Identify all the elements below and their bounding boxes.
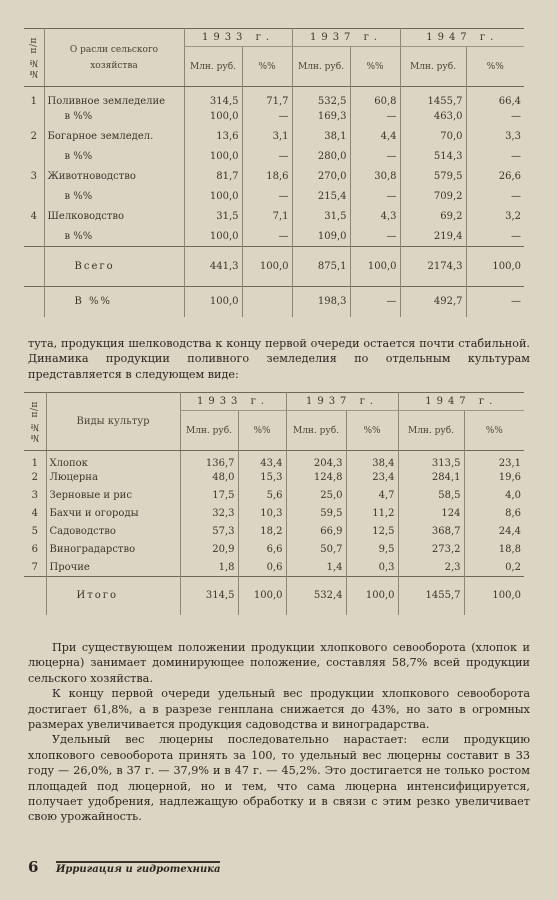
row-label: Прочие (46, 559, 180, 577)
cell-value: 4,0 (464, 487, 524, 505)
cell-value: 136,7 (180, 451, 238, 469)
header-year: 1937 г. (292, 29, 400, 47)
cell-value: 32,3 (180, 505, 238, 523)
cell-value: 100,0 (184, 187, 242, 207)
header-year: 1933 г. (180, 393, 286, 411)
paragraph: При существующем положении продукции хлопкового севооборота (хлопок и люцерна) занимает доминирующее положение, составляя 58,7% всей продукции сельского хозяйства. (28, 641, 530, 685)
table-row (24, 487, 524, 505)
header-pct: %% (466, 47, 524, 87)
cell-value: 9,5 (346, 541, 398, 559)
cell-value: — (350, 287, 400, 317)
row-number: 4 (31, 508, 38, 519)
cell-value: 10,3 (238, 505, 286, 523)
cell-value: — (242, 147, 292, 167)
row-number: 7 (31, 561, 38, 573)
table-row (24, 167, 524, 187)
cell-value: 58,5 (398, 487, 464, 505)
cell-value: 11,2 (346, 505, 398, 523)
header-row-number: №№ п/п (24, 393, 46, 451)
row-label: Богарное земледел. (44, 127, 184, 147)
table-row (24, 559, 524, 577)
row-label: В %% (44, 287, 184, 317)
row-label: Поливное земледелие (44, 87, 184, 107)
row-number: 1 (30, 95, 37, 107)
cell-value: 514,3 (400, 147, 466, 167)
cell-value: 23,1 (464, 451, 524, 469)
cell-value: 50,7 (286, 541, 346, 559)
cell-value: 579,5 (400, 167, 466, 187)
cell-value: 280,0 (292, 147, 350, 167)
cell-value: 270,0 (292, 167, 350, 187)
row-label: Зерновые и рис (46, 487, 180, 505)
cell-value: 532,5 (292, 87, 350, 107)
cell-value: 69,2 (400, 207, 466, 227)
cell-value: 100,0 (242, 247, 292, 287)
cell-value: 463,0 (400, 107, 466, 127)
table-row (24, 469, 524, 487)
cell-value: — (350, 227, 400, 247)
table-row (24, 187, 524, 207)
cell-value: 0,2 (464, 559, 524, 577)
header-crop: Виды культур (46, 393, 180, 451)
row-number: 2 (30, 131, 37, 142)
cell-value: 2,3 (398, 559, 464, 577)
cell-value: 100,0 (350, 247, 400, 287)
cell-value: 3,1 (242, 127, 292, 147)
row-label: в %% (44, 187, 184, 207)
cell-value: 24,4 (464, 523, 524, 541)
cell-value: 18,2 (238, 523, 286, 541)
cell-value: 875,1 (292, 247, 350, 287)
table-agriculture-branches (24, 28, 524, 317)
cell-value: 81,7 (184, 167, 242, 187)
header-row-number: №№ п/п (24, 29, 44, 87)
paragraph: К концу первой очереди удельный вес продукции хлопкового севооборота достигает 61,8%, а в разрезе генплана снижается до 43%, но зато в огромных размерах увеличивается продукция садоводства и виноградарства. (28, 687, 530, 732)
cell-value: 273,2 (398, 541, 464, 559)
header-mln: Млн. руб. (180, 411, 238, 451)
cell-value: 18,6 (242, 167, 292, 187)
table-row (24, 207, 524, 227)
cell-value: 13,6 (184, 127, 242, 147)
table-row (24, 107, 524, 127)
header-mln: Млн. руб. (400, 47, 466, 87)
cell-value: 100,0 (238, 577, 286, 615)
table-row (24, 227, 524, 247)
row-label: Животноводство (44, 167, 184, 187)
header-branch: О расли сельского хозяйства (44, 29, 184, 87)
cell-value: 314,5 (184, 87, 242, 107)
cell-value: 57,3 (180, 523, 238, 541)
cell-value: 66,9 (286, 523, 346, 541)
row-label: в %% (44, 227, 184, 247)
total-row (24, 577, 524, 615)
header-mln: Млн. руб. (184, 47, 242, 87)
cell-value: 368,7 (398, 523, 464, 541)
cell-value: 19,6 (464, 469, 524, 487)
cell-value: 8,6 (464, 505, 524, 523)
paragraph-group (28, 640, 530, 825)
row-label: Всего (44, 247, 184, 287)
header-pct: %% (350, 47, 400, 87)
cell-value: 3,2 (466, 207, 524, 227)
cell-value: 313,5 (398, 451, 464, 469)
row-label: Виноградарство (46, 541, 180, 559)
journal-title: Ирригация и гидротехника (56, 861, 221, 875)
cell-value: 441,3 (184, 247, 242, 287)
row-number: 2 (31, 472, 38, 483)
cell-value: 7,1 (242, 207, 292, 227)
paragraph: тута, продукция шелководства к концу первой очереди остается почти стабильной. Динамика продукции поливного земледелия по отдельным культурам представляется в следующем виде: (28, 337, 530, 381)
table-row (24, 147, 524, 167)
row-label: в %% (44, 147, 184, 167)
cell-value: 70,0 (400, 127, 466, 147)
cell-value: 4,3 (350, 207, 400, 227)
header-year: 1947 г. (398, 393, 524, 411)
row-number (24, 227, 44, 247)
row-number: 3 (31, 490, 38, 501)
table-row (24, 87, 524, 107)
header-year: 1937 г. (286, 393, 398, 411)
total-row (24, 247, 524, 287)
row-number (24, 147, 44, 167)
cell-value: — (350, 187, 400, 207)
cell-value: 492,7 (400, 287, 466, 317)
cell-value: — (242, 227, 292, 247)
cell-value: 20,9 (180, 541, 238, 559)
cell-value: — (350, 107, 400, 127)
cell-value: 1455,7 (400, 87, 466, 107)
cell-value: 100,0 (464, 577, 524, 615)
cell-value: 60,8 (350, 87, 400, 107)
cell-value: 6,6 (238, 541, 286, 559)
cell-value: 124,8 (286, 469, 346, 487)
table-row (24, 127, 524, 147)
table-row (24, 451, 524, 469)
paragraph: Удельный вес люцерны последовательно нарастает: если продукцию хлопкового севооборота принять за 100, то удельный вес люцерны составит в 33 году — 26,0%, в 37 г. — 37,9% и в 47 г. — 45,2%. Это достигается не только ростом площадей под люцерной, но и тем, что сама люцерна интенсифицируется, получает удобрения, надлежащую обработку и в связи с этим резко увеличивает свою урожайность. (28, 733, 530, 824)
cell-value: 71,7 (242, 87, 292, 107)
cell-value: 12,5 (346, 523, 398, 541)
cell-value: — (242, 187, 292, 207)
table-crop-types (24, 392, 524, 615)
cell-value: 709,2 (400, 187, 466, 207)
row-label: Итого (46, 577, 180, 615)
cell-value (242, 287, 292, 317)
header-year: 1947 г. (400, 29, 524, 47)
cell-value: 219,4 (400, 227, 466, 247)
cell-value: 38,4 (346, 451, 398, 469)
cell-value: 204,3 (286, 451, 346, 469)
cell-value: — (350, 147, 400, 167)
cell-value: 30,8 (350, 167, 400, 187)
header-mln: Млн. руб. (398, 411, 464, 451)
cell-value: 198,3 (292, 287, 350, 317)
header-mln: Млн. руб. (292, 47, 350, 87)
cell-value: 38,1 (292, 127, 350, 147)
row-label: Садоводство (46, 523, 180, 541)
header-pct: %% (242, 47, 292, 87)
row-label: Хлопок (46, 451, 180, 469)
cell-value: 532,4 (286, 577, 346, 615)
row-label: Люцерна (46, 469, 180, 487)
cell-value: 18,8 (464, 541, 524, 559)
cell-value: 100,0 (184, 107, 242, 127)
cell-value: 31,5 (292, 207, 350, 227)
cell-value: 169,3 (292, 107, 350, 127)
table-row (24, 505, 524, 523)
cell-value: 5,6 (238, 487, 286, 505)
cell-value: 1,8 (180, 559, 238, 577)
cell-value: 100,0 (346, 577, 398, 615)
cell-value: — (466, 227, 524, 247)
cell-value: 2174,3 (400, 247, 466, 287)
header-pct: %% (464, 411, 524, 451)
cell-value: 31,5 (184, 207, 242, 227)
cell-value: 15,3 (238, 469, 286, 487)
cell-value: 48,0 (180, 469, 238, 487)
page-number: 6 (28, 858, 39, 876)
cell-value: 4,7 (346, 487, 398, 505)
cell-value: 314,5 (180, 577, 238, 615)
table-row (24, 523, 524, 541)
cell-value: 109,0 (292, 227, 350, 247)
row-number: 3 (30, 171, 37, 182)
cell-value: 3,3 (466, 127, 524, 147)
cell-value: 100,0 (184, 227, 242, 247)
cell-value: 59,5 (286, 505, 346, 523)
row-number: 5 (31, 526, 38, 537)
cell-value: 0,6 (238, 559, 286, 577)
row-label: Шелководство (44, 207, 184, 227)
row-number: 1 (31, 457, 38, 469)
table-row (24, 541, 524, 559)
cell-value: 25,0 (286, 487, 346, 505)
cell-value: 100,0 (466, 247, 524, 287)
cell-value: 124 (398, 505, 464, 523)
cell-value: 17,5 (180, 487, 238, 505)
row-number: 6 (31, 544, 38, 555)
cell-value: — (466, 107, 524, 127)
row-label: в %% (44, 107, 184, 127)
page-footer (28, 858, 528, 876)
row-number: 4 (30, 211, 37, 222)
cell-value: — (466, 147, 524, 167)
row-number (24, 187, 44, 207)
cell-value: — (466, 287, 524, 317)
row-number (24, 107, 44, 127)
cell-value: 43,4 (238, 451, 286, 469)
cell-value: 100,0 (184, 287, 242, 317)
header-mln: Млн. руб. (286, 411, 346, 451)
cell-value: 284,1 (398, 469, 464, 487)
cell-value: 1455,7 (398, 577, 464, 615)
header-year: 1933 г. (184, 29, 292, 47)
cell-value: 1,4 (286, 559, 346, 577)
row-label: Бахчи и огороды (46, 505, 180, 523)
cell-value: 26,6 (466, 167, 524, 187)
cell-value: 0,3 (346, 559, 398, 577)
cell-value: 215,4 (292, 187, 350, 207)
cell-value: 100,0 (184, 147, 242, 167)
cell-value: 4,4 (350, 127, 400, 147)
cell-value: — (466, 187, 524, 207)
cell-value: 23,4 (346, 469, 398, 487)
header-pct: %% (238, 411, 286, 451)
cell-value: — (242, 107, 292, 127)
cell-value: 66,4 (466, 87, 524, 107)
header-pct: %% (346, 411, 398, 451)
percent-row (24, 287, 524, 317)
